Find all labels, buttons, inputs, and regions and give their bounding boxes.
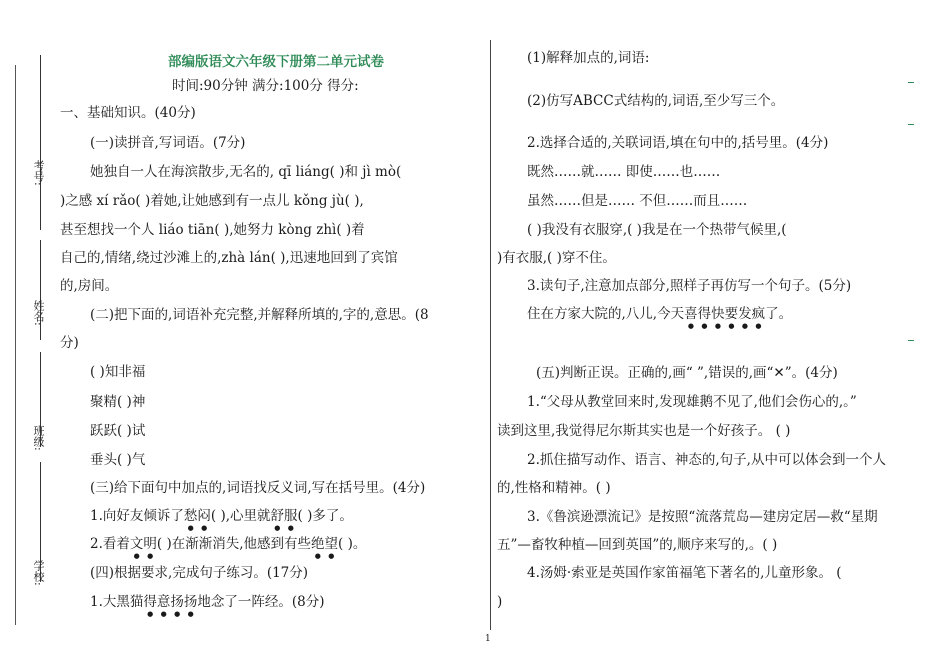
r-line: )有衣服,( )穿不住。 (497, 250, 616, 266)
q2-item: 聚精( )神 (90, 394, 146, 410)
q3-sentence-2 (90, 535, 366, 560)
q2-item: 垂头( )气 (90, 452, 146, 468)
binding-line (15, 65, 16, 625)
q1-line: 的,房间。 (60, 278, 119, 294)
margin-label-exam-number: 考号: (32, 160, 45, 186)
q1-line: 自己的,情绪,绕过沙滩上的,zhà lán( ),迅速地回到了宾馆 (60, 250, 398, 266)
page-title: 部编版语文六年级下册第二单元试卷 (168, 54, 384, 70)
dotted-word: 舒服 (270, 508, 298, 524)
q1-line: )之感 xí rǎo( )着她,让她感到有一点儿 kǒng jù( ), (60, 193, 364, 209)
q1-line: 甚至想找一个人 liáo tiān( ),她努力 kòng zhì( )着 (60, 222, 365, 238)
text: 了。 (765, 306, 793, 322)
r-line: (2)仿写ABCC式结构的,词语,至少写三个。 (527, 93, 785, 109)
dotted-word: 得意扬扬 (143, 594, 198, 610)
q1-title: (一)读拼音,写词语。(7分) (90, 135, 246, 151)
margin-label-class: 班级: (32, 425, 45, 451)
r-line: ) (497, 594, 503, 610)
dotted-word: 愁闷 (183, 508, 211, 524)
r-line: 3.《鲁滨逊漂流记》是按照“流落荒岛—建房定居—救“星期 (527, 509, 878, 525)
r-line: 3.读句子,注意加点部分,照样子再仿写一个句子。(5分) (527, 278, 852, 294)
q2-title-cont: 分) (60, 335, 79, 351)
text: 1.大黑猫 (90, 594, 144, 610)
page-number: 1 (485, 634, 491, 644)
r-example (527, 305, 792, 330)
q2-title: (二)把下面的,词语补充完整,并解释所填的,字的,意思。(8 (90, 307, 429, 323)
r-line: (1)解释加点的,词语: (527, 50, 650, 66)
r-line: ( )我没有衣服穿,( )我是在一个热带气候里,( (527, 222, 787, 238)
margin-rule (40, 55, 41, 230)
r-line: 4.汤姆·索亚是英国作家笛福笔下著名的,儿童形象。 ( (527, 565, 842, 581)
green-mark (908, 340, 914, 341)
section-1-heading: 一、基础知识。(40分) (60, 105, 196, 121)
text: ( )在渐渐消失,他感到有些 (156, 536, 312, 552)
dotted-word: 文明 (129, 536, 157, 552)
text: 2.看着 (90, 536, 130, 552)
dotted-word: 绝望 (311, 536, 339, 552)
q1-line: 她独自一人在海滨散步,无名的, qī liáng( )和 jì mò( (90, 164, 402, 180)
r-line: 既然……就…… 即使……也…… (527, 164, 721, 180)
green-mark (908, 82, 914, 83)
r-line: 虽然……但是…… 不但……而且…… (527, 193, 748, 209)
q3-title: (三)给下面句中加点的,词语找反义词,写在括号里。(4分) (90, 480, 426, 496)
q3-sentence-1 (90, 507, 353, 532)
text: 地念了一阵经。(8分) (197, 594, 325, 610)
q4-title: (四)根据要求,完成句子练习。(17分) (90, 565, 309, 581)
q2-item: 跃跃( )试 (90, 423, 146, 439)
text: ( )。 (338, 536, 367, 552)
dotted-word: 喜得快要发疯 (684, 306, 766, 322)
r-line: 1.“父母从教堂回来时,发现雄鹅不见了,他们会伤心的,。” (527, 394, 857, 410)
r-line: 的,性格和精神。( ) (497, 480, 611, 496)
text: ( )多了。 (297, 508, 353, 524)
text: 1.向好友倾诉了 (90, 508, 184, 524)
r-line: 2.选择合适的,关联词语,填在句中的,括号里。(4分) (527, 135, 829, 151)
text: 住在方家大院的,八儿,今天 (527, 306, 685, 322)
green-mark (908, 124, 914, 125)
r-line: 读到这里,我觉得尼尔斯其实也是一个好孩子。 ( ) (497, 423, 791, 439)
r-line: 2.抓住描写动作、语言、神态的,句子,从中可以体会到一个人 (527, 452, 886, 468)
margin-label-name: 姓名: (32, 300, 45, 326)
q4-sentence-1 (90, 593, 325, 618)
text: ( ),心里就 (210, 508, 271, 524)
r-line: 五”—畜牧种植—回到英国”的,顺序来写的,。( ) (497, 537, 778, 553)
q2-item: ( )知非福 (90, 364, 146, 380)
exam-info: 时间:90分钟 满分:100分 得分: (172, 78, 359, 94)
margin-label-school: 学校: (32, 560, 45, 586)
column-divider (490, 40, 491, 630)
r-line: (五)判断正误。正确的,画“ ”,错误的,画“✕”。(4分) (536, 365, 838, 381)
